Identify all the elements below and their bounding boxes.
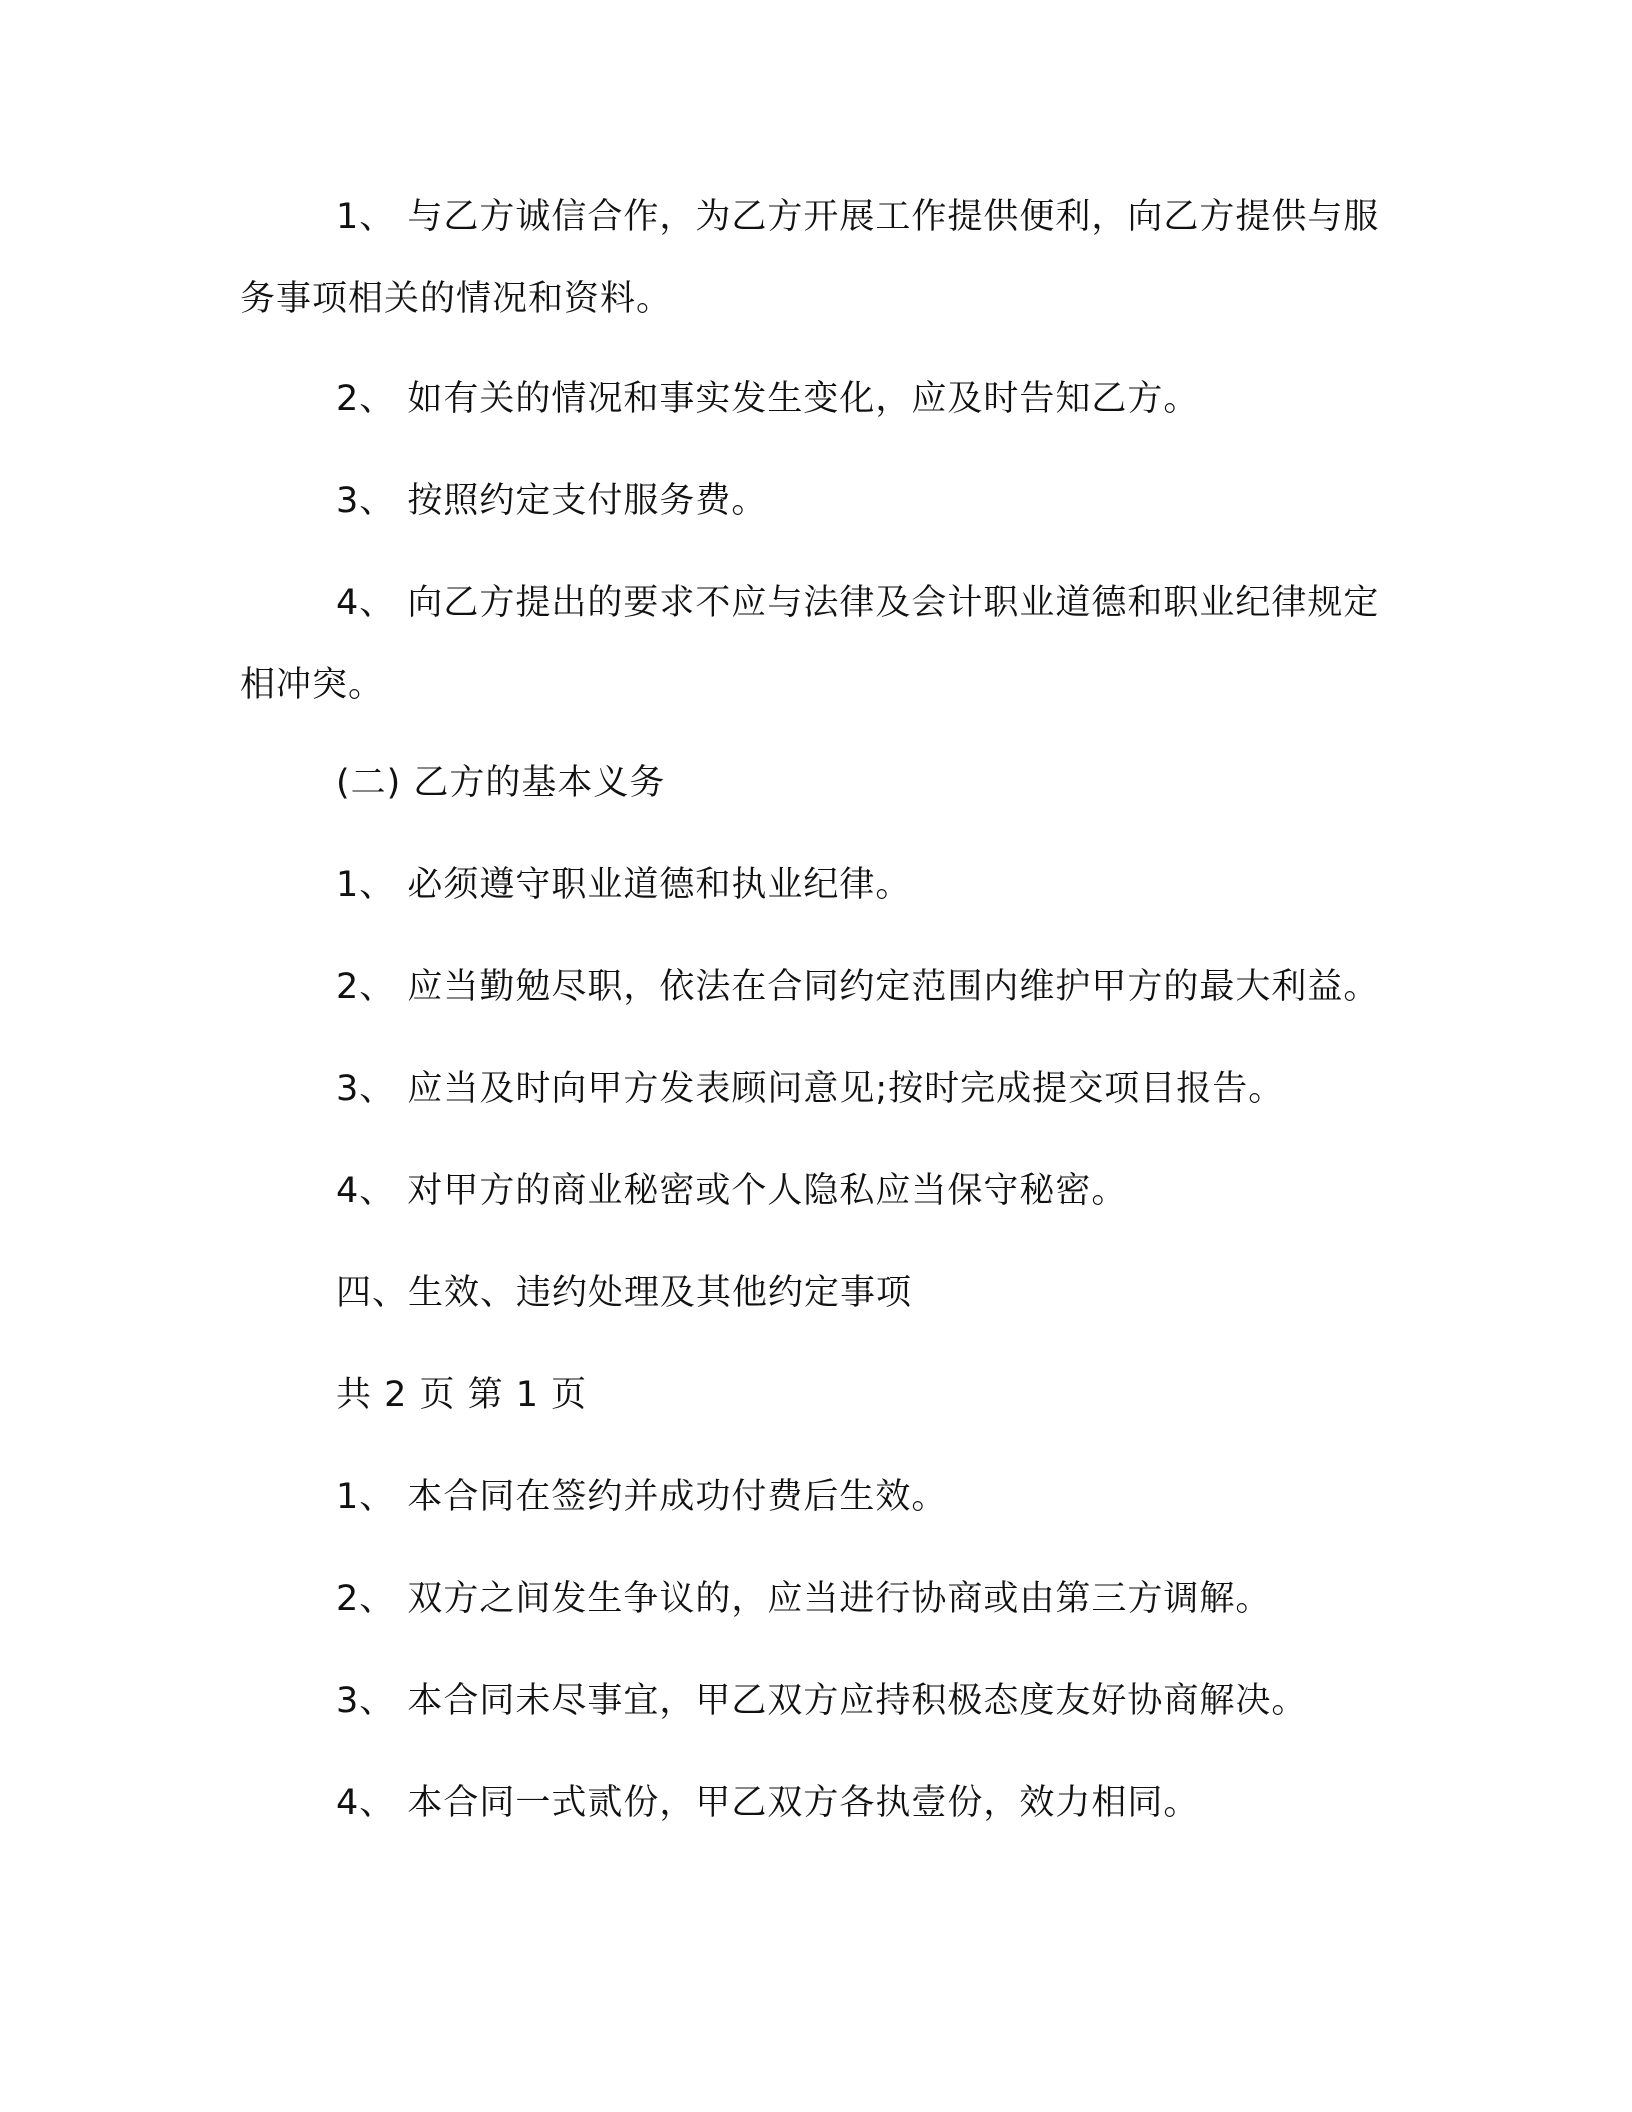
paragraph-party-b-1: 1、 必须遵守职业道德和执业纪律。 [336, 865, 912, 905]
paragraph-obligation-4: 4、 向乙方提出的要求不应与法律及会计职业道德和职业纪律规定相冲突。 [240, 583, 1380, 705]
paragraph-effect-4: 4、 本合同一式贰份，甲乙双方各执壹份，效力相同。 [336, 1783, 1200, 1823]
paragraph-obligation-3: 3、 按照约定支付服务费。 [336, 481, 768, 521]
paragraph-party-b-3: 3、 应当及时向甲方发表顾问意见;按时完成提交项目报告。 [336, 1069, 1285, 1109]
section-heading-effect: 四、生效、违约处理及其他约定事项 [336, 1273, 913, 1313]
paragraph-effect-3: 3、 本合同未尽事宜，甲乙双方应持积极态度友好协商解决。 [336, 1681, 1308, 1721]
paragraph-party-b-2: 2、 应当勤勉尽职，依法在合同约定范围内维护甲方的最大利益。 [336, 967, 1380, 1007]
paragraph-effect-2: 2、 双方之间发生争议的，应当进行协商或由第三方调解。 [336, 1579, 1272, 1619]
paragraph-obligation-1: 1、 与乙方诚信合作，为乙方开展工作提供便利，向乙方提供与服务事项相关的情况和资料。 [240, 197, 1380, 319]
page-counter: 共 2 页 第 1 页 [336, 1375, 588, 1415]
paragraph-effect-1: 1、 本合同在签约并成功付费后生效。 [336, 1477, 948, 1517]
paragraph-party-b-4: 4、 对甲方的商业秘密或个人隐私应当保守秘密。 [336, 1171, 1128, 1211]
section-heading-party-b: (二) 乙方的基本义务 [336, 763, 666, 803]
paragraph-obligation-2: 2、 如有关的情况和事实发生变化，应及时告知乙方。 [336, 379, 1200, 419]
